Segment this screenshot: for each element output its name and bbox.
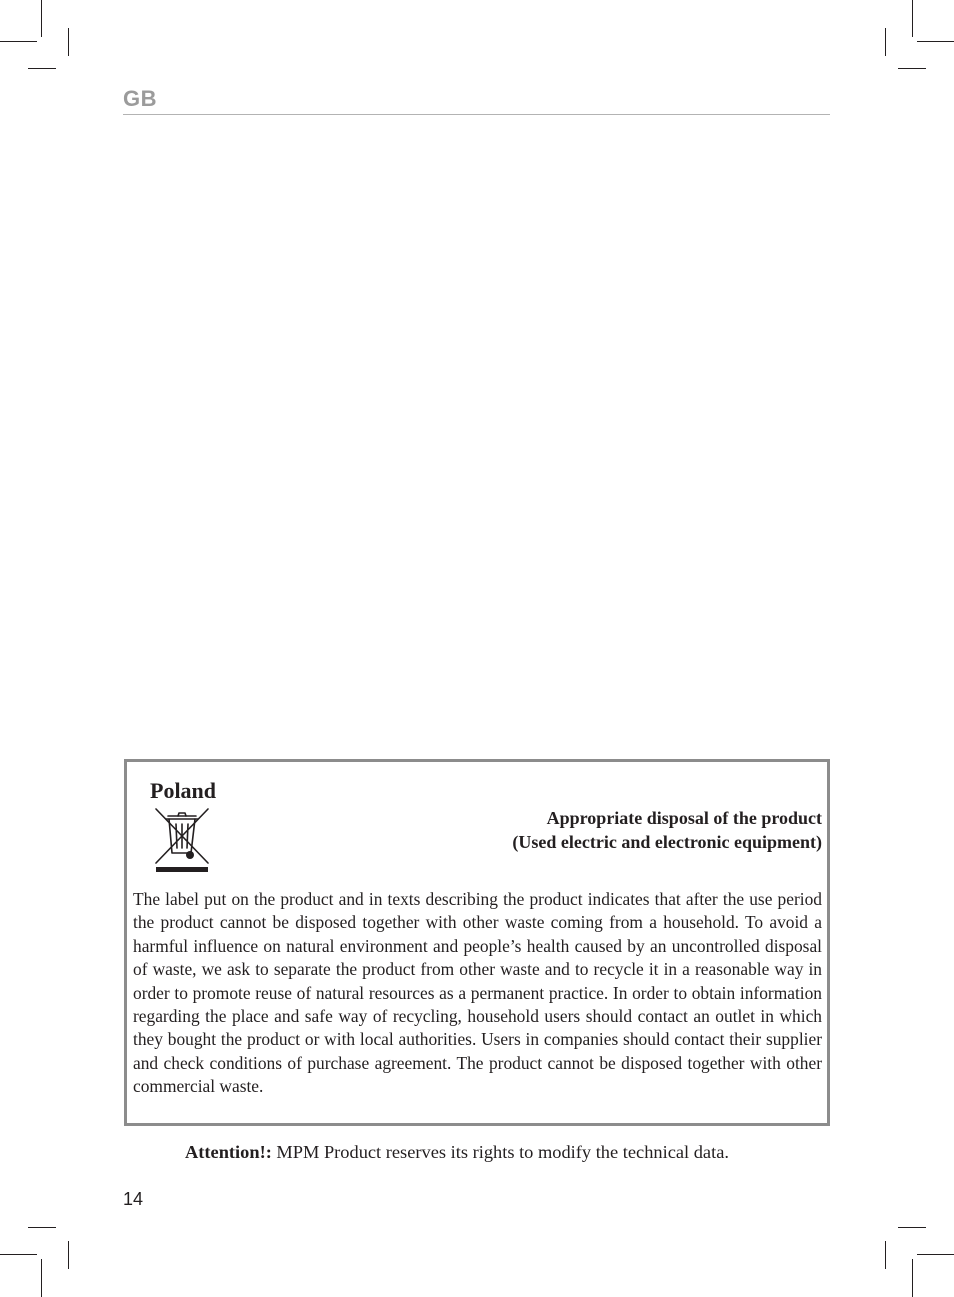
heading-line-2: (Used electric and electronic equipment) [512, 832, 822, 852]
crop-mark [28, 1227, 56, 1228]
crossed-out-wheelie-bin-icon [153, 805, 211, 873]
crop-mark [68, 1241, 69, 1269]
crop-mark [885, 28, 886, 56]
crop-mark [885, 1241, 886, 1269]
disposal-notice-box [124, 759, 830, 1126]
country-label: Poland [150, 778, 217, 803]
heading-line-1: Appropriate disposal of the product [546, 808, 822, 828]
attention-note [185, 1142, 729, 1163]
crop-mark [912, 0, 913, 37]
crop-mark [68, 28, 69, 56]
disposal-heading [512, 806, 822, 854]
crop-mark [41, 0, 42, 37]
crop-mark [917, 1254, 954, 1255]
crop-mark [898, 68, 926, 69]
crop-mark [28, 68, 56, 69]
attention-text: MPM Product reserves its rights to modify the technical data. [271, 1142, 729, 1162]
crop-mark [898, 1227, 926, 1228]
crop-mark [0, 1254, 37, 1255]
crop-mark [912, 1259, 913, 1297]
disposal-body-text: The label put on the product and in texts describing the product indicates that after the use period the product cannot be disposed together with other waste coming from a household. To avoid a harmful influence on natural environment and people’s health caused by an uncontrolled disposal of waste, we ask to separate the product from other waste and to recycle it in a reasonable way in order to promote reuse of natural resources as a permanent practice. In order to obtain information regarding the place and safe way of recycling, household users should contact an outlet in which they bought the product or with local authorities. Users in companies should contact their supplier and check conditions of purchase agreement. The product cannot be disposed together with other commercial waste. [133, 889, 822, 1097]
crop-mark [917, 41, 954, 42]
attention-label: Attention!: [185, 1142, 272, 1162]
page-number: 14 [123, 1189, 144, 1209]
language-code: GB [123, 86, 157, 111]
crop-mark [41, 1259, 42, 1297]
crop-mark [0, 41, 37, 42]
header-rule [123, 114, 830, 115]
